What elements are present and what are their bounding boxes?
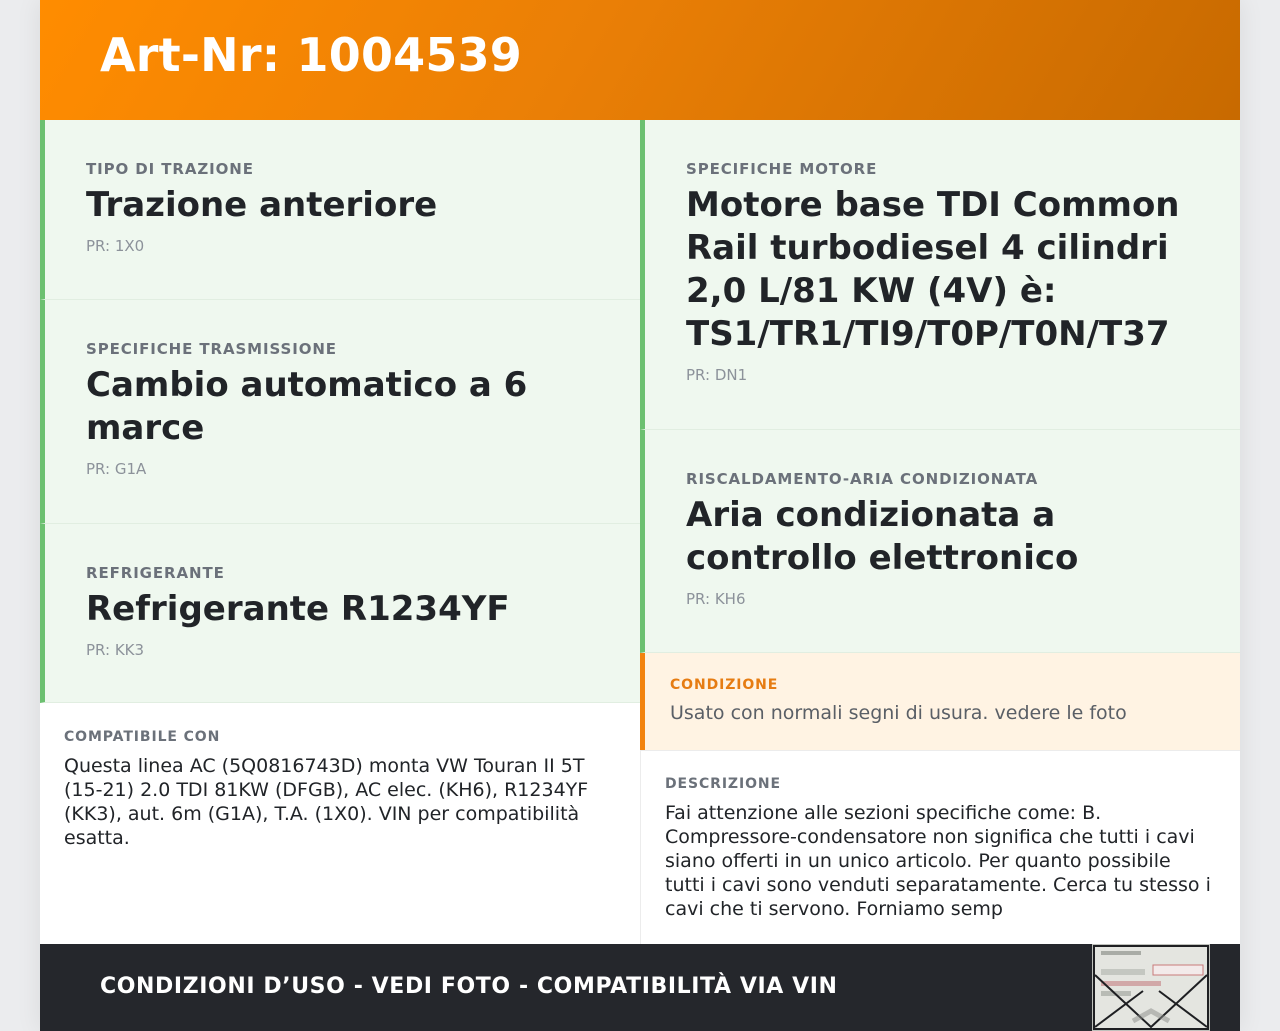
- spec-engine: [640, 120, 1240, 430]
- spec-pr-code: PR: DN1: [686, 366, 748, 384]
- label-envelope-icon: [1093, 945, 1209, 1030]
- compatibility-label: COMPATIBILE CON: [64, 729, 221, 745]
- description-label: DESCRIZIONE: [665, 776, 781, 792]
- article-number-title: Art-Nr: 1004539: [100, 28, 523, 82]
- footer-bar: [40, 944, 1240, 1031]
- spec-label: RISCALDAMENTO-ARIA CONDIZIONATA: [686, 470, 1039, 488]
- condition-text: Usato con normali segni di usura. vedere le foto: [670, 702, 1127, 724]
- product-photo-thumbnail: [1092, 944, 1210, 1031]
- condition-section: [640, 653, 1240, 750]
- spec-refrigerant: [40, 524, 640, 703]
- spec-value: Trazione anteriore: [86, 185, 438, 225]
- product-card: [40, 0, 1240, 1031]
- spec-transmission: [40, 300, 640, 524]
- compatibility-text: Questa linea AC (5Q0816743D) monta VW Touran II 5T (15-21) 2.0 TDI 81KW (DFGB), AC elec. (KH6), R1234YF (KK3), aut. 6m (G1A), T.A. (1X0). VIN per compatibilità esatta.: [64, 755, 589, 849]
- description-section: [640, 750, 1240, 944]
- spec-value: Refrigerante R1234YF: [86, 589, 510, 629]
- spec-pr-code: PR: KH6: [686, 590, 746, 608]
- footer-text: CONDIZIONI D’USO - VEDI FOTO - COMPATIBILITÀ VIA VIN: [100, 974, 838, 999]
- spec-value: Aria condizionata a controllo elettronico: [686, 495, 1079, 578]
- spec-pr-code: PR: 1X0: [86, 237, 145, 255]
- spec-drive-type: [40, 120, 640, 300]
- spec-value: Motore base TDI Common Rail turbodiesel 4 cilindri 2,0 L/81 KW (4V) è: TS1/TR1/TI9/T0P/T0N/T37: [686, 185, 1180, 354]
- spec-label: SPECIFICHE MOTORE: [686, 160, 878, 178]
- spec-label: SPECIFICHE TRASMISSIONE: [86, 340, 337, 358]
- spec-label: TIPO DI TRAZIONE: [86, 160, 254, 178]
- spec-value: Cambio automatico a 6 marce: [86, 365, 528, 448]
- spec-pr-code: PR: G1A: [86, 460, 147, 478]
- spec-label: REFRIGERANTE: [86, 564, 225, 582]
- spec-pr-code: PR: KK3: [86, 641, 145, 659]
- spec-air-conditioning: [640, 430, 1240, 653]
- header-bar: [40, 0, 1240, 120]
- description-text: Fai attenzione alle sezioni specifiche come: B. Compressore-condensatore non significa che tutti i cavi siano offerti in un unico articolo. Per quanto possibile tutti i cavi sono venduti separatamente. Cerca tu stesso i cavi che ti servono. Forniamo semp: [665, 802, 1211, 920]
- condition-label: CONDIZIONE: [670, 677, 779, 693]
- compatibility-section: [40, 703, 640, 944]
